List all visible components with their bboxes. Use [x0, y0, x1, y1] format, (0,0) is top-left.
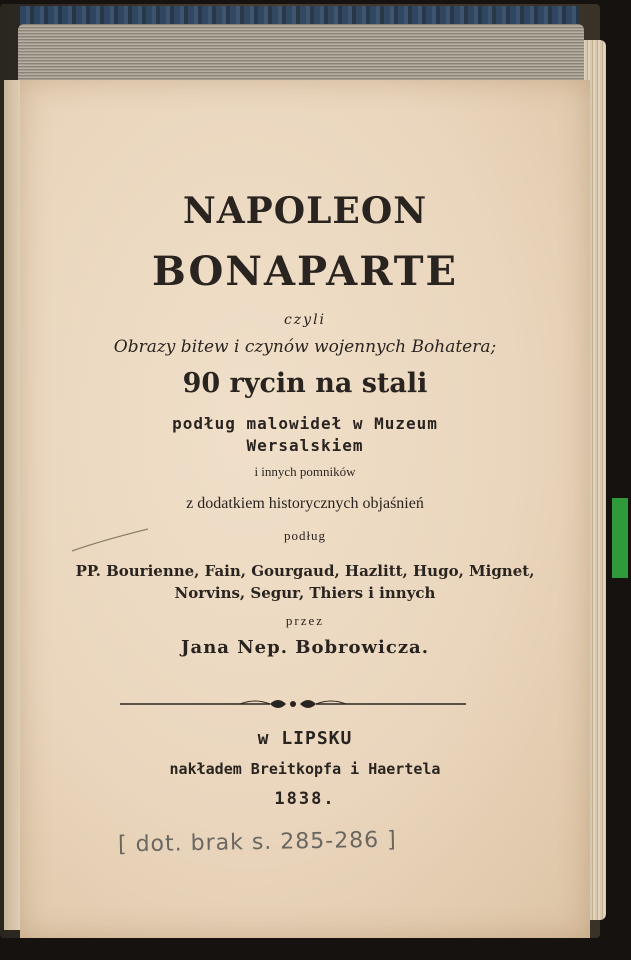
according-line: podług [283, 528, 327, 543]
cover-spine-strip [20, 6, 580, 26]
title-line-2: BONAPARTE [152, 248, 458, 295]
bookmark-tab [612, 498, 628, 578]
publisher-line: nakładem Breitkopfa i Haertela [169, 760, 441, 778]
page-top-edge [18, 24, 584, 82]
ornamental-divider [120, 694, 466, 714]
source-line-2: Wersalskiem [246, 436, 364, 455]
title-line-1: NAPOLEON [182, 190, 428, 232]
supplement-line: z dodatkiem historycznych objaśnień [186, 495, 424, 512]
authors-line-2: Norvins, Segur, Thiers i innych [174, 584, 436, 602]
author-name: Jana Nep. Bobrowicza. [181, 637, 429, 658]
subtitle: Obrazy bitew i czynów wojennych Bohatera; [113, 337, 497, 357]
pencil-annotation: [ dot. brak s. 285-286 ] [117, 827, 397, 858]
by-line: przez [285, 613, 325, 628]
plates-line: 90 rycin na stali [182, 368, 428, 399]
authors-line-1: PP. Bourienne, Fain, Gourgaud, Hazlitt, Hugo, Mignet, [75, 562, 535, 580]
publication-place: w LIPSKU [257, 728, 353, 749]
title-connector: czyli [283, 312, 327, 328]
source-line-1: podług malowideł w Muzeum [172, 414, 438, 433]
others-line: i innych pomników [254, 464, 356, 479]
publication-year: 1838. [274, 789, 336, 809]
